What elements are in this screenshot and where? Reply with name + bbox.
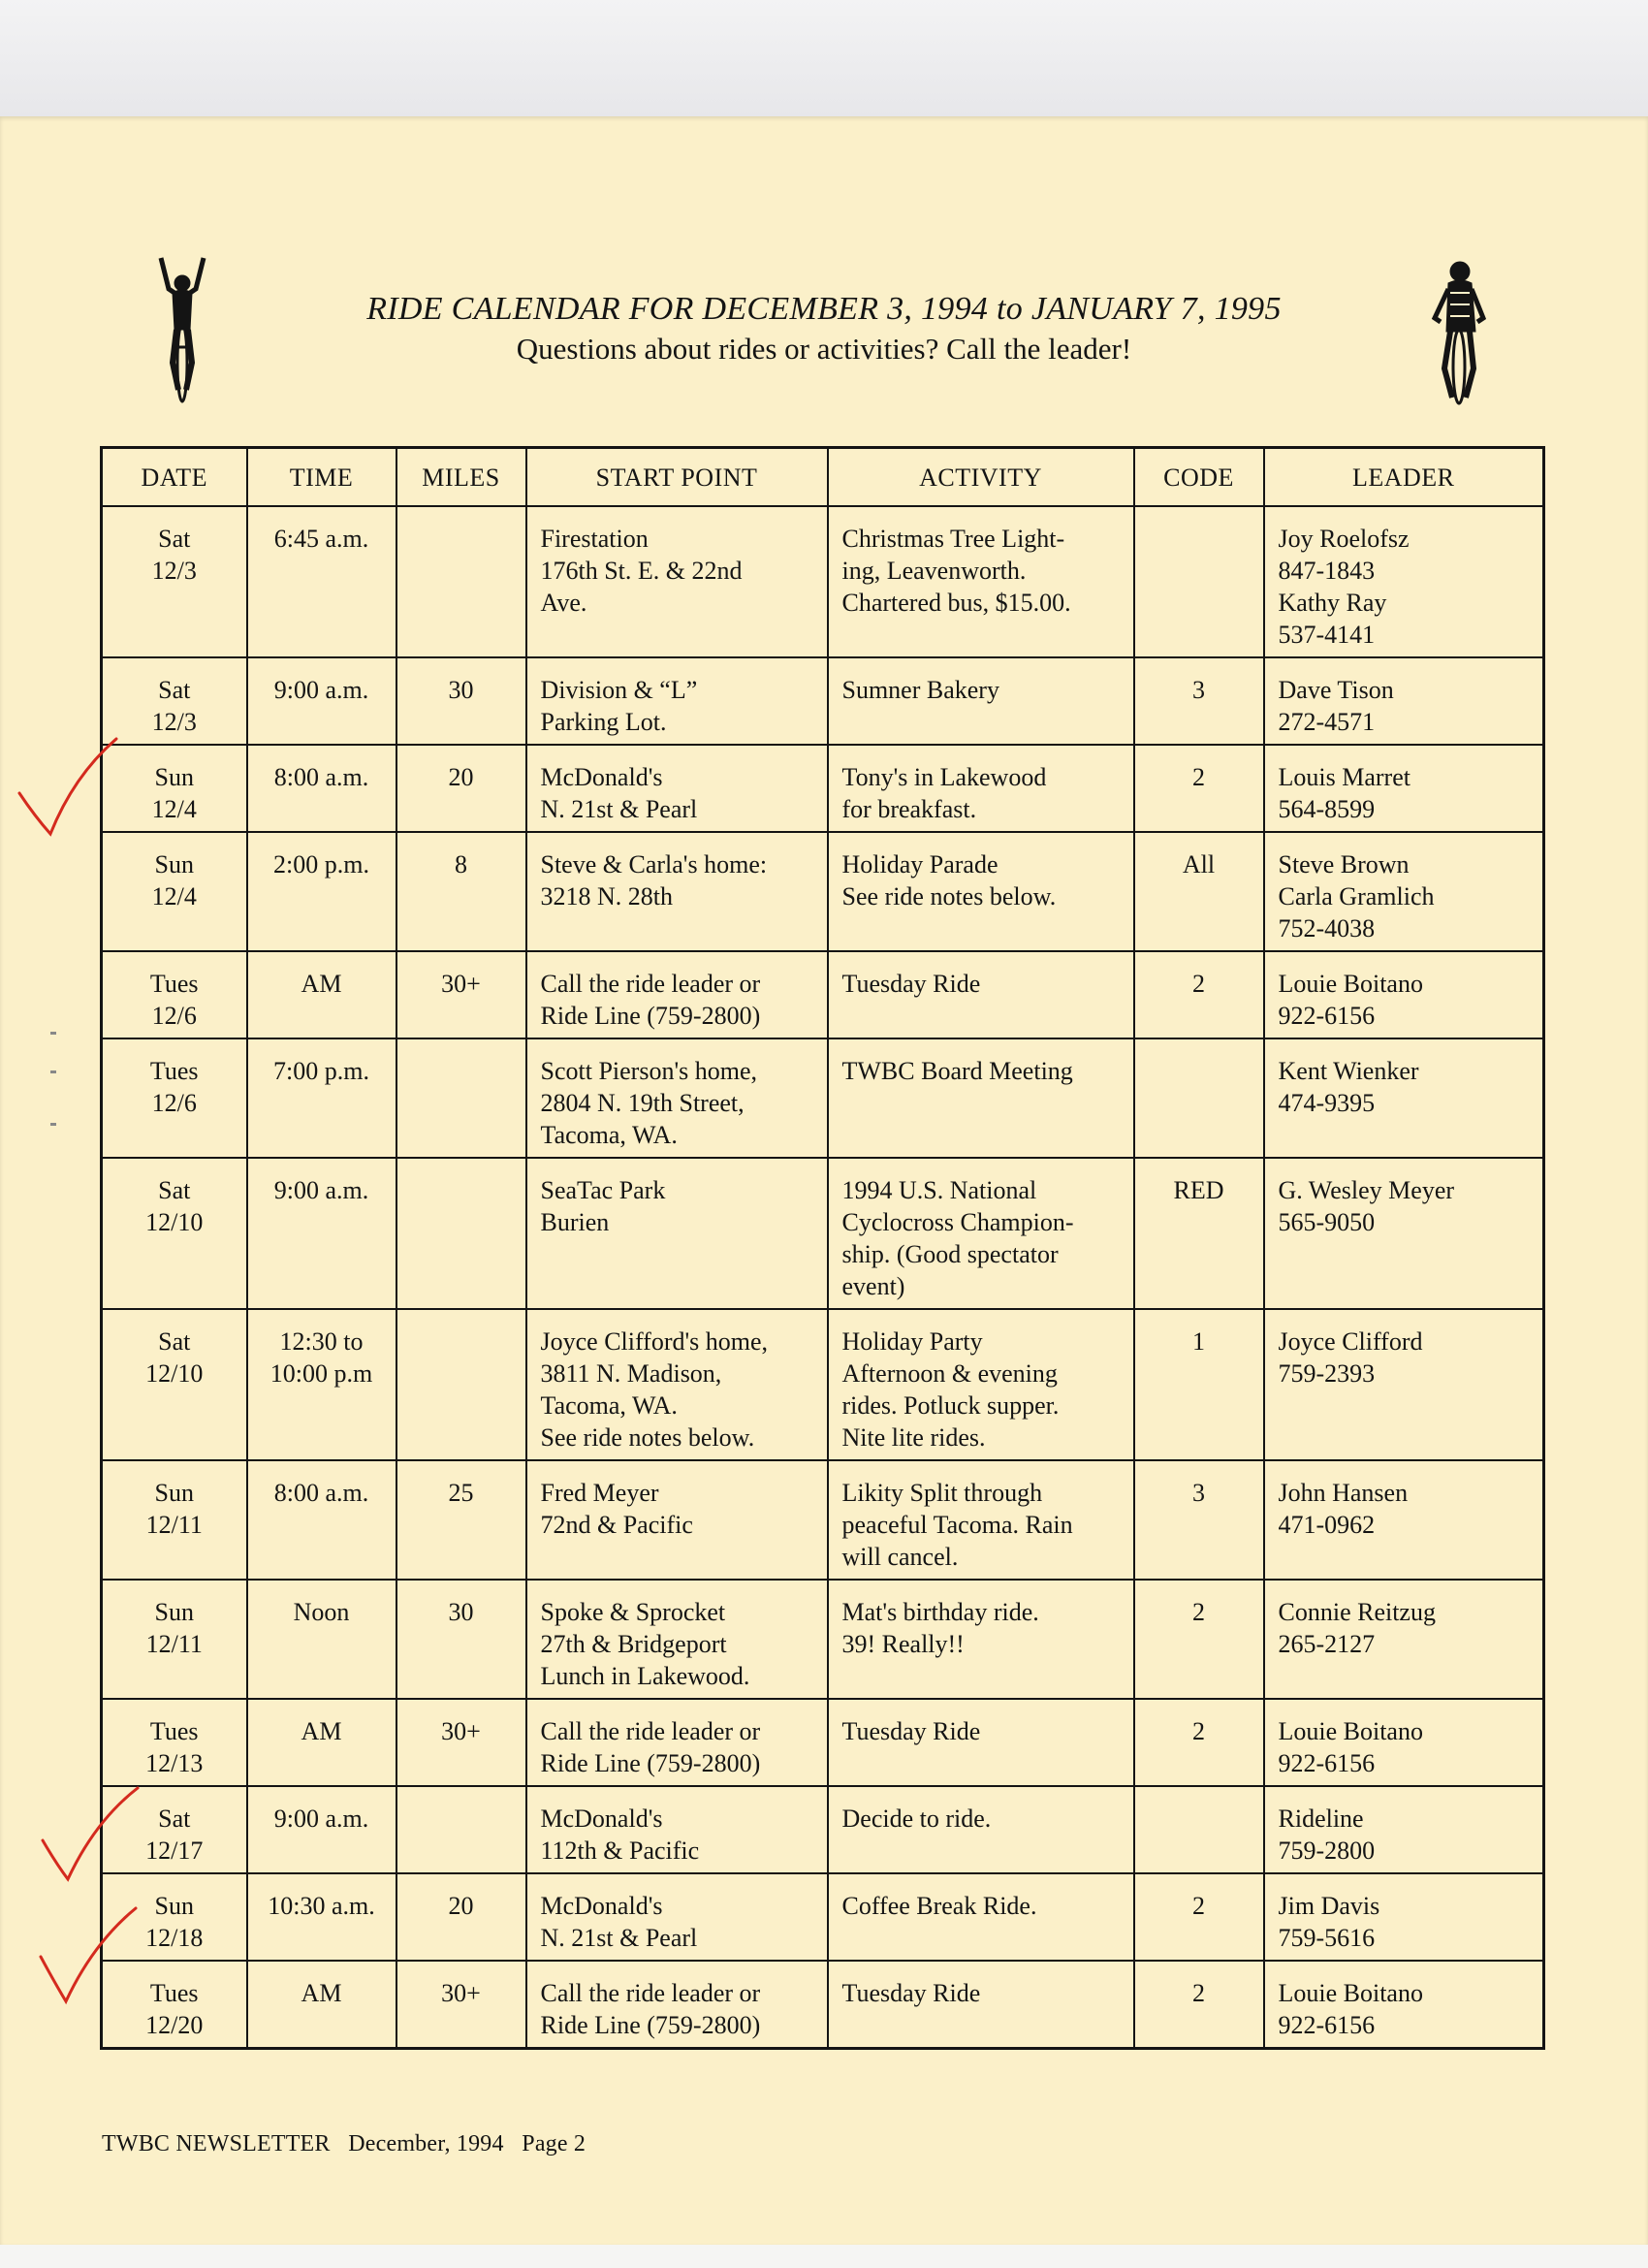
cell-start-point (526, 1460, 828, 1580)
cell-time-line: 8:00 a.m. (273, 763, 369, 791)
cell-date (102, 506, 247, 657)
cell-leader-line: 759-2393 (1278, 1359, 1376, 1388)
cell-date-line: Sat (158, 1327, 191, 1356)
cell-code (1134, 1038, 1264, 1158)
cell-activity-line: for breakfast. (841, 795, 977, 823)
cell-date-line: Tues (149, 970, 199, 998)
cell-time-line: 10:00 p.m (269, 1359, 373, 1388)
cell-leader-line: Carla Gramlich (1278, 882, 1435, 910)
cell-code: 3 (1134, 657, 1264, 745)
victory-cyclist-icon (155, 254, 209, 409)
table-row (102, 1158, 1544, 1309)
cell-leader-line: 265-2127 (1278, 1630, 1376, 1658)
column-header-code: CODE (1134, 448, 1264, 507)
table-row (102, 1961, 1544, 2049)
column-header-leader: LEADER (1264, 448, 1544, 507)
cell-activity (828, 951, 1134, 1038)
cell-leader-line: Joy Roelofsz (1278, 525, 1410, 553)
cell-miles: 30+ (396, 1699, 526, 1786)
punch-hole-marks (48, 1028, 60, 1134)
cell-activity-line: Mat's birthday ride. (841, 1598, 1039, 1626)
cell-start-point-line: 2804 N. 19th Street, (540, 1089, 745, 1117)
table-row (102, 1786, 1544, 1873)
cell-leader (1264, 832, 1544, 951)
cell-activity (828, 1961, 1134, 2049)
red-checkmark-icon (37, 1782, 143, 1889)
cell-activity-line: ing, Leavenworth. (841, 557, 1027, 585)
page-footer: TWBC NEWSLETTER December, 1994 Page 2 (102, 2131, 586, 2156)
cell-time (247, 1309, 396, 1460)
cell-time (247, 1961, 396, 2049)
column-header-date: DATE (102, 448, 247, 507)
cell-code (1134, 1786, 1264, 1873)
cell-date (102, 832, 247, 951)
cell-time (247, 1580, 396, 1699)
cell-time-line: 9:00 a.m. (273, 676, 369, 704)
cell-date-line: Sun (154, 1598, 194, 1626)
ride-calendar-table (100, 446, 1545, 2050)
cell-time (247, 1699, 396, 1786)
table-row (102, 832, 1544, 951)
cell-leader-line: 565-9050 (1278, 1208, 1376, 1236)
cell-leader-line: 471-0962 (1278, 1511, 1376, 1539)
cell-activity (828, 1309, 1134, 1460)
cell-code: 2 (1134, 1873, 1264, 1961)
cell-start-point-line: See ride notes below. (540, 1423, 755, 1452)
cell-start-point-line: Fred Meyer (540, 1479, 659, 1507)
cell-leader-line: Louie Boitano (1278, 970, 1423, 998)
page-title: RIDE CALENDAR FOR DECEMBER 3, 1994 to JANUARY 7, 1995 (366, 291, 1282, 327)
cell-activity-line: Decide to ride. (841, 1805, 992, 1833)
cell-date-line: 12/18 (145, 1924, 204, 1952)
cell-code: 2 (1134, 951, 1264, 1038)
cell-start-point-line: Call the ride leader or (540, 1979, 761, 2007)
cell-start-point (526, 506, 828, 657)
column-header-activity: ACTIVITY (828, 448, 1134, 507)
cell-leader (1264, 1699, 1544, 1786)
cell-start-point-line: Lunch in Lakewood. (540, 1662, 750, 1690)
column-header-start-point: START POINT (526, 448, 828, 507)
cell-time (247, 745, 396, 832)
cell-date-line: Sun (154, 1479, 194, 1507)
table-row (102, 1038, 1544, 1158)
cell-activity-line: Nite lite rides. (841, 1423, 986, 1452)
table-header-row (102, 448, 1544, 507)
cell-date (102, 1580, 247, 1699)
cell-code: 2 (1134, 1699, 1264, 1786)
cell-start-point-line: Ride Line (759-2800) (540, 1002, 761, 1030)
cell-miles: 30+ (396, 951, 526, 1038)
ride-calendar-table-wrap (100, 446, 1542, 2050)
ride-table-body (102, 506, 1544, 2049)
racing-cyclist-icon (1425, 254, 1493, 409)
cell-date-line: Tues (149, 1057, 199, 1085)
cell-date-line: Sat (158, 1805, 191, 1833)
cell-activity-line: Tuesday Ride (841, 1717, 981, 1745)
cell-leader-line: Louie Boitano (1278, 1979, 1423, 2007)
cell-start-point-line: 112th & Pacific (540, 1837, 700, 1865)
cell-leader-line: Connie Reitzug (1278, 1598, 1436, 1626)
cell-date-line: 12/4 (151, 882, 197, 910)
cell-code: 2 (1134, 1961, 1264, 2049)
cell-start-point-line: Spoke & Sprocket (540, 1598, 726, 1626)
cell-code: All (1134, 832, 1264, 951)
calendar-header (242, 291, 1406, 367)
cell-start-point-line: Ride Line (759-2800) (540, 2011, 761, 2039)
cell-time-line: 6:45 a.m. (273, 525, 369, 553)
cell-activity-line: ship. (Good spectator (841, 1240, 1059, 1268)
cell-leader-line: 759-2800 (1278, 1837, 1376, 1865)
cell-activity-line: Tuesday Ride (841, 970, 981, 998)
cell-code: 2 (1134, 1580, 1264, 1699)
cell-start-point (526, 1580, 828, 1699)
cell-date (102, 951, 247, 1038)
cell-leader-line: Rideline (1278, 1805, 1364, 1833)
cell-start-point-line: Tacoma, WA. (540, 1391, 678, 1420)
cell-leader-line: 922-6156 (1278, 1002, 1376, 1030)
table-row (102, 951, 1544, 1038)
table-row (102, 745, 1544, 832)
cell-date-line: 12/17 (145, 1837, 204, 1865)
cell-activity-line: Holiday Parade (841, 850, 998, 878)
cell-code (1134, 506, 1264, 657)
cell-activity (828, 1158, 1134, 1309)
table-row (102, 657, 1544, 745)
cell-start-point (526, 1786, 828, 1873)
cell-activity-line: See ride notes below. (841, 882, 1057, 910)
cell-leader-line: Dave Tison (1278, 676, 1394, 704)
page-subtitle: Questions about rides or activities? Call the leader! (516, 332, 1132, 366)
cell-activity-line: 1994 U.S. National (841, 1176, 1037, 1204)
cell-miles: 25 (396, 1460, 526, 1580)
cell-start-point (526, 657, 828, 745)
cell-date-line: 12/13 (145, 1749, 204, 1777)
cell-start-point (526, 951, 828, 1038)
cell-time-line: Noon (293, 1598, 350, 1626)
cell-activity (828, 506, 1134, 657)
cell-date (102, 1699, 247, 1786)
cell-activity (828, 832, 1134, 951)
cell-date-line: Sun (154, 1892, 194, 1920)
cell-leader-line: 537-4141 (1278, 621, 1376, 649)
cell-activity-line: Tony's in Lakewood (841, 763, 1047, 791)
scanner-top-margin (0, 0, 1648, 116)
red-checkmark-icon (33, 1901, 140, 2007)
cell-start-point-line: Burien (540, 1208, 610, 1236)
cell-miles (396, 1158, 526, 1309)
cell-start-point-line: N. 21st & Pearl (540, 1924, 698, 1952)
cell-miles: 8 (396, 832, 526, 951)
cell-leader-line: John Hansen (1278, 1479, 1409, 1507)
cell-code: 2 (1134, 745, 1264, 832)
cell-start-point-line: Division & “L” (540, 676, 698, 704)
cell-leader (1264, 1580, 1544, 1699)
cell-code: 3 (1134, 1460, 1264, 1580)
cell-leader-line: 272-4571 (1278, 708, 1376, 736)
cell-start-point-line: McDonald's (540, 1892, 663, 1920)
cell-activity (828, 1873, 1134, 1961)
cell-date (102, 745, 247, 832)
cell-time-line: 7:00 p.m. (273, 1057, 369, 1085)
cell-activity (828, 1699, 1134, 1786)
cell-miles (396, 1786, 526, 1873)
cell-activity-line: Christmas Tree Light- (841, 525, 1065, 553)
cell-start-point-line: Firestation (540, 525, 649, 553)
cell-activity-line: Tuesday Ride (841, 1979, 981, 2007)
cell-start-point (526, 1158, 828, 1309)
cell-leader-line: 564-8599 (1278, 795, 1376, 823)
cell-activity (828, 1786, 1134, 1873)
cell-start-point (526, 832, 828, 951)
cell-activity (828, 1460, 1134, 1580)
cell-leader-line: 752-4038 (1278, 914, 1376, 942)
cell-time (247, 1038, 396, 1158)
cell-date-line: Tues (149, 1717, 199, 1745)
cell-activity-line: Afternoon & evening (841, 1359, 1058, 1388)
cell-date-line: 12/20 (145, 2011, 204, 2039)
cell-activity-line: event) (841, 1272, 905, 1300)
cell-leader (1264, 951, 1544, 1038)
cell-date-line: 12/10 (145, 1208, 204, 1236)
cell-time-line: AM (301, 1717, 342, 1745)
cell-time-line: 12:30 to (279, 1327, 364, 1356)
cell-start-point-line: Call the ride leader or (540, 1717, 761, 1745)
cell-leader-line: Louis Marret (1278, 763, 1410, 791)
cell-leader (1264, 1873, 1544, 1961)
cell-time (247, 657, 396, 745)
cell-activity-line: Sumner Bakery (841, 676, 999, 704)
cell-activity-line: peaceful Tacoma. Rain (841, 1511, 1073, 1539)
cell-miles: 30+ (396, 1961, 526, 2049)
cell-leader (1264, 506, 1544, 657)
cell-leader (1264, 745, 1544, 832)
cell-leader-line: Joyce Clifford (1278, 1327, 1423, 1356)
cell-start-point-line: 3811 N. Madison, (540, 1359, 722, 1388)
cell-start-point-line: 3218 N. 28th (540, 882, 673, 910)
cell-start-point-line: 27th & Bridgeport (540, 1630, 727, 1658)
cell-code: RED (1134, 1158, 1264, 1309)
cell-leader-line: Louie Boitano (1278, 1717, 1423, 1745)
cell-start-point (526, 745, 828, 832)
cell-leader-line: 759-5616 (1278, 1924, 1376, 1952)
cell-time (247, 951, 396, 1038)
cell-start-point (526, 1038, 828, 1158)
cell-date (102, 657, 247, 745)
cell-leader (1264, 1038, 1544, 1158)
cell-leader-line: Jim Davis (1278, 1892, 1380, 1920)
cell-date-line: 12/6 (151, 1089, 197, 1117)
table-row (102, 1873, 1544, 1961)
cell-date-line: Sat (158, 676, 191, 704)
cell-time (247, 1873, 396, 1961)
cell-start-point (526, 1873, 828, 1961)
cell-start-point-line: Ride Line (759-2800) (540, 1749, 761, 1777)
cell-date (102, 1158, 247, 1309)
cell-leader (1264, 1158, 1544, 1309)
cell-start-point-line: Parking Lot. (540, 708, 667, 736)
cell-miles (396, 1309, 526, 1460)
scanner-bottom-margin (0, 2245, 1648, 2268)
cell-miles: 20 (396, 745, 526, 832)
cell-time (247, 1460, 396, 1580)
cell-activity (828, 1038, 1134, 1158)
cell-date-line: 12/11 (145, 1630, 203, 1658)
cell-miles: 30 (396, 657, 526, 745)
cell-start-point-line: N. 21st & Pearl (540, 795, 698, 823)
table-row (102, 506, 1544, 657)
cell-leader (1264, 1309, 1544, 1460)
cell-time-line: 9:00 a.m. (273, 1176, 369, 1204)
cell-date-line: 12/4 (151, 795, 197, 823)
cell-start-point (526, 1699, 828, 1786)
cell-start-point-line: Ave. (540, 589, 587, 617)
cell-activity (828, 1580, 1134, 1699)
cell-activity-line: will cancel. (841, 1543, 959, 1571)
cell-start-point-line: Joyce Clifford's home, (540, 1327, 769, 1356)
cell-leader-line: Steve Brown (1278, 850, 1410, 878)
cell-activity (828, 745, 1134, 832)
table-row (102, 1580, 1544, 1699)
cell-time (247, 832, 396, 951)
cell-start-point-line: 176th St. E. & 22nd (540, 557, 743, 585)
cell-time-line: 9:00 a.m. (273, 1805, 369, 1833)
cell-activity (828, 657, 1134, 745)
cell-leader-line: 922-6156 (1278, 1749, 1376, 1777)
cell-date (102, 1460, 247, 1580)
cell-date-line: Sun (154, 763, 194, 791)
cell-leader (1264, 1460, 1544, 1580)
cell-time-line: AM (301, 970, 342, 998)
cell-code: 1 (1134, 1309, 1264, 1460)
cell-time (247, 1786, 396, 1873)
cell-activity-line: Coffee Break Ride. (841, 1892, 1037, 1920)
cell-activity-line: Cyclocross Champion- (841, 1208, 1074, 1236)
cell-date-line: 12/11 (145, 1511, 203, 1539)
cell-time (247, 506, 396, 657)
cell-start-point-line: Scott Pierson's home, (540, 1057, 758, 1085)
cell-activity-line: Holiday Party (841, 1327, 983, 1356)
table-row (102, 1699, 1544, 1786)
cell-date-line: 12/3 (151, 557, 197, 585)
red-checkmark-icon (14, 733, 120, 842)
cell-leader-line: Kathy Ray (1278, 589, 1387, 617)
cell-date-line: Sat (158, 1176, 191, 1204)
cell-start-point-line: Tacoma, WA. (540, 1121, 678, 1149)
cell-start-point-line: McDonald's (540, 763, 663, 791)
cell-time-line: 10:30 a.m. (268, 1892, 375, 1920)
column-header-time: TIME (247, 448, 396, 507)
cell-miles: 30 (396, 1580, 526, 1699)
cell-activity-line: 39! Really!! (841, 1630, 965, 1658)
cell-start-point-line: SeaTac Park (540, 1176, 666, 1204)
cell-date-line: Tues (149, 1979, 199, 2007)
cell-activity-line: TWBC Board Meeting (841, 1057, 1073, 1085)
cell-start-point-line: Steve & Carla's home: (540, 850, 768, 878)
cell-leader (1264, 657, 1544, 745)
cell-activity-line: rides. Potluck supper. (841, 1391, 1060, 1420)
column-header-miles: MILES (396, 448, 526, 507)
cell-leader-line: 474-9395 (1278, 1089, 1376, 1117)
cell-miles: 20 (396, 1873, 526, 1961)
cell-start-point (526, 1309, 828, 1460)
cell-start-point (526, 1961, 828, 2049)
cell-leader-line: 847-1843 (1278, 557, 1376, 585)
cell-time-line: 2:00 p.m. (273, 850, 369, 878)
cell-leader-line: G. Wesley Meyer (1278, 1176, 1455, 1204)
cell-date (102, 1038, 247, 1158)
cell-time (247, 1158, 396, 1309)
cell-activity-line: Chartered bus, $15.00. (841, 589, 1071, 617)
cell-date-line: Sat (158, 525, 191, 553)
cell-start-point-line: Call the ride leader or (540, 970, 761, 998)
cell-time-line: AM (301, 1979, 342, 2007)
cell-miles (396, 506, 526, 657)
cell-date-line: 12/6 (151, 1002, 197, 1030)
table-row (102, 1460, 1544, 1580)
cell-date-line: Sun (154, 850, 194, 878)
cell-date (102, 1309, 247, 1460)
cell-leader-line: 922-6156 (1278, 2011, 1376, 2039)
cell-date-line: 12/10 (145, 1359, 204, 1388)
cell-start-point-line: 72nd & Pacific (540, 1511, 693, 1539)
cell-leader (1264, 1786, 1544, 1873)
table-row (102, 1309, 1544, 1460)
cell-miles (396, 1038, 526, 1158)
cell-time-line: 8:00 a.m. (273, 1479, 369, 1507)
cell-start-point-line: McDonald's (540, 1805, 663, 1833)
cell-leader-line: Kent Wienker (1278, 1057, 1419, 1085)
cell-date-line: 12/3 (151, 708, 197, 736)
cell-leader (1264, 1961, 1544, 2049)
cell-activity-line: Likity Split through (841, 1479, 1043, 1507)
